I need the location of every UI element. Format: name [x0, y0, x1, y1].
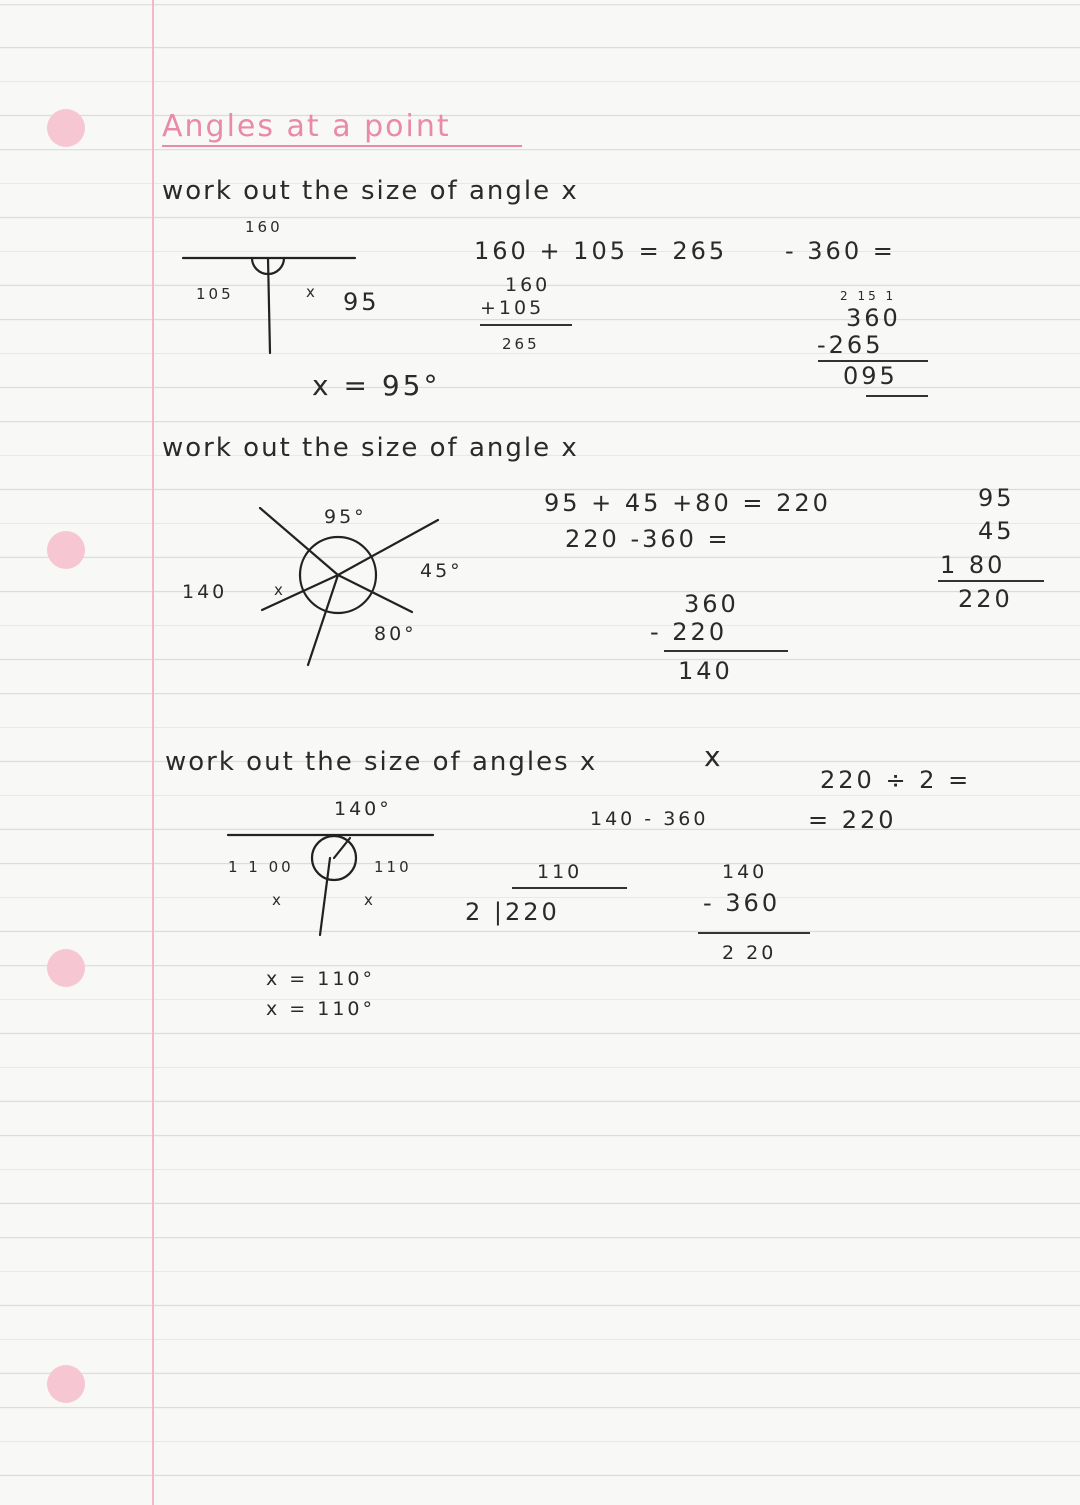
- q3-sub-a: 140: [722, 861, 768, 883]
- q3-instruction: work out the size of angles x: [165, 747, 598, 777]
- q2-minus-equation: 220 -360 =: [565, 525, 731, 553]
- q3-minus-equation: 140 - 360: [590, 808, 709, 830]
- q2-angle-x: x: [274, 581, 286, 599]
- q3-sub-rule: [698, 932, 810, 934]
- q2-angle-bottom: 80°: [374, 623, 417, 645]
- q1-sub-a: 360: [846, 304, 901, 332]
- q2-add-c: 1 80: [940, 551, 1006, 579]
- q2-instruction: work out the size of angle x: [162, 433, 579, 463]
- q1-sub-b: -265: [817, 331, 884, 359]
- q3-divide-equation: 220 ÷ 2 =: [820, 766, 972, 794]
- q3-instruction-x: x: [704, 740, 724, 773]
- q2-add-a: 95: [978, 484, 1015, 512]
- q2-sub-b: - 220: [650, 618, 728, 646]
- q3-angle-right: 110: [374, 858, 412, 876]
- q2-angle-right: 45°: [420, 560, 463, 582]
- q3-division-quotient: 110: [537, 861, 583, 883]
- q2-add-result: 220: [958, 585, 1013, 613]
- q1-minus-equation: - 360 =: [785, 237, 896, 265]
- q1-add-a: 160: [505, 274, 551, 296]
- q2-angle-left: 140: [182, 581, 228, 603]
- q1-sub-result: 095: [843, 362, 898, 390]
- q3-sub-b: - 360: [703, 889, 781, 917]
- q1-add-result: 265: [502, 335, 540, 353]
- q3-answer-2: x = 110°: [266, 998, 376, 1020]
- q3-angle-x-left: x: [272, 891, 284, 909]
- q3-division: 2 |220: [465, 898, 560, 926]
- q1-angle-right: 95: [343, 288, 380, 316]
- q1-carry: 2 15 1: [840, 289, 897, 303]
- page-title: Angles at a point: [162, 109, 451, 144]
- q2-add-b: 45: [978, 517, 1015, 545]
- q3-sub-result: 2 20: [722, 942, 777, 964]
- q1-answer: x = 95°: [312, 369, 441, 402]
- q1-instruction: work out the size of angle x: [162, 176, 579, 206]
- q1-add-b: +105: [480, 297, 545, 319]
- q1-angle-top: 160: [245, 218, 283, 236]
- q3-angle-left: 1 1 00: [228, 858, 294, 876]
- q3-division-rule: [512, 887, 627, 889]
- q3-equation-result: = 220: [808, 806, 897, 834]
- q2-angle-top: 95°: [324, 506, 367, 528]
- q2-sub-a: 360: [684, 590, 739, 618]
- q3-answer-1: x = 110°: [266, 968, 376, 990]
- q3-angle-x-right: x: [364, 891, 376, 909]
- q1-angle-x: x: [306, 283, 318, 301]
- q1-sum-equation: 160 + 105 = 265: [474, 237, 728, 265]
- q3-angle-top: 140°: [334, 798, 392, 820]
- q1-angle-left: 105: [196, 285, 234, 303]
- q2-sum-equation: 95 + 45 +80 = 220: [544, 489, 831, 517]
- q2-sub-result: 140: [678, 657, 733, 685]
